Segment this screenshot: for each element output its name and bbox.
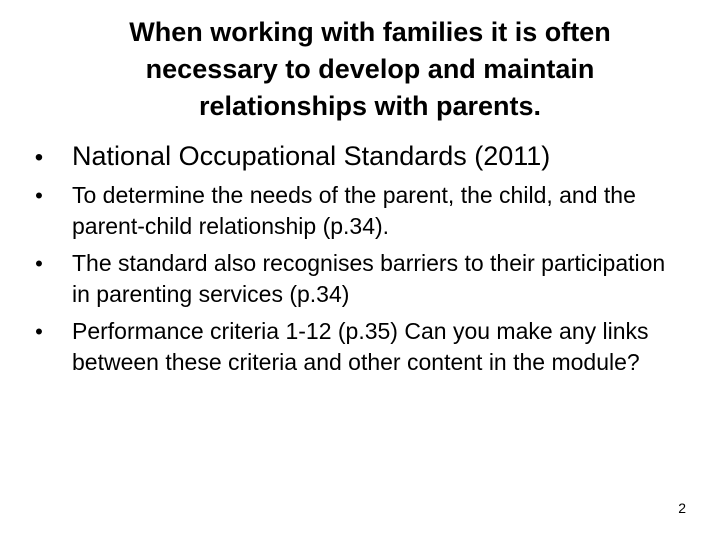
bullet-item	[28, 248, 688, 310]
page-number: 2	[678, 500, 686, 516]
bullet-dot-icon: •	[35, 319, 43, 344]
bullet-item	[28, 316, 688, 378]
bullet-item	[28, 180, 688, 242]
bullet-item	[28, 138, 688, 174]
bullet-dot-icon: •	[35, 251, 43, 276]
slide-title: When working with families it is often necessary to develop and maintain relationships with parents.	[129, 17, 611, 121]
bullet-dot-icon: •	[34, 144, 44, 171]
bullet-text: To determine the needs of the parent, the child, and the parent-child relationship (p.34).	[72, 182, 636, 239]
bullet-text: The standard also recognises barriers to their participation in parenting services (p.34)	[72, 250, 666, 307]
bullet-text: Performance criteria 1-12 (p.35) Can you make any links between these criteria and other content in the module?	[72, 318, 649, 375]
bullet-text: National Occupational Standards (2011)	[72, 141, 551, 171]
bullet-dot-icon: •	[35, 183, 43, 208]
bullet-list	[28, 138, 688, 384]
